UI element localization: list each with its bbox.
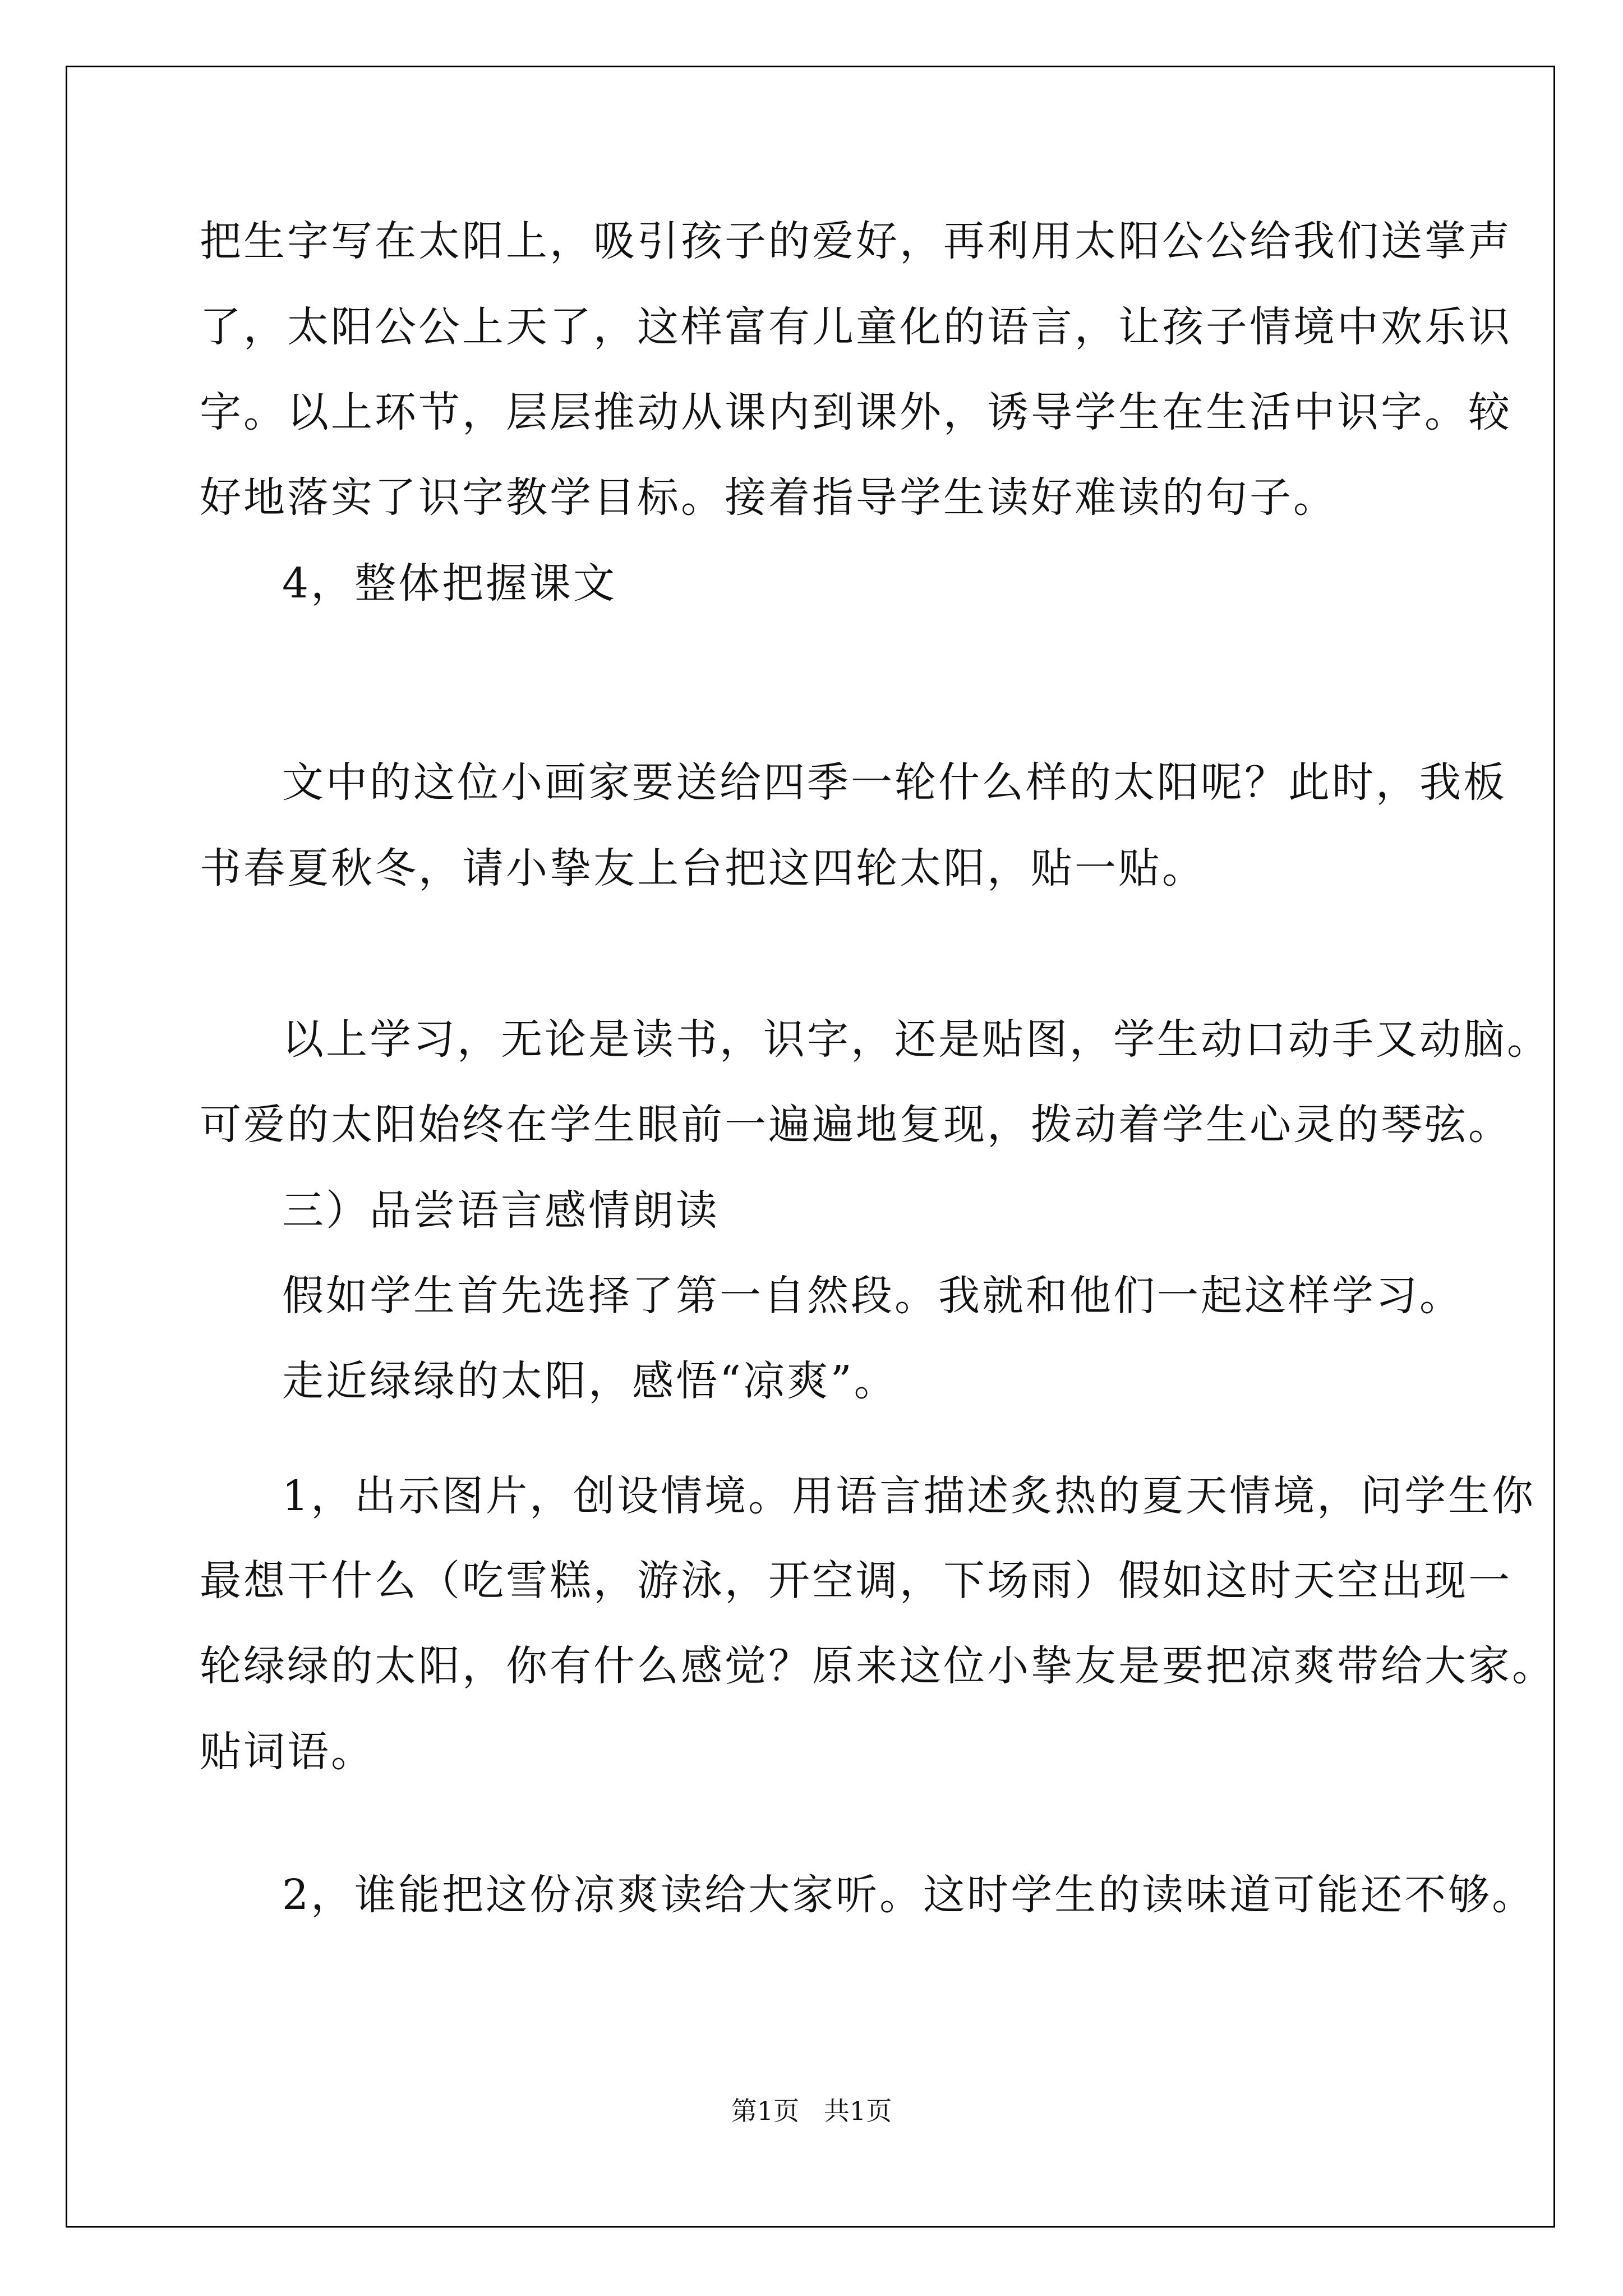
body-line: 最想干什么（吃雪糕，游泳，开空调，下场雨）假如这时天空出现一 bbox=[200, 1557, 1512, 1605]
body-line: 字。以上环节，层层推动从课内到课外，诱导学生在生活中识字。较 bbox=[200, 388, 1512, 436]
body-line: 书春夏秋冬，请小挚友上台把这四轮太阳，贴一贴。 bbox=[200, 844, 1206, 892]
body-line: 2，谁能把这份凉爽读给大家听。这时学生的读味道可能还不够。 bbox=[282, 1871, 1536, 1919]
body-line: 以上学习，无论是读书，识字，还是贴图，学生动口动手又动脑。 bbox=[282, 1015, 1551, 1064]
body-line: 把生字写在太阳上，吸引孩子的爱好，再利用太阳公公给我们送掌声 bbox=[200, 217, 1512, 265]
body-line: 贴词语。 bbox=[200, 1728, 375, 1776]
body-line: 可爱的太阳始终在学生眼前一遍遍地复现，拨动着学生心灵的琴弦。 bbox=[200, 1101, 1512, 1149]
body-line: 了，太阳公公上天了，这样富有儿童化的语言，让孩子情境中欢乐识 bbox=[200, 303, 1512, 351]
page-footer: 第1页 共1页 bbox=[731, 2096, 892, 2126]
section-heading: 4，整体把握课文 bbox=[282, 559, 617, 608]
section-heading: 三）品尝语言感情朗读 bbox=[282, 1186, 720, 1235]
body-line: 轮绿绿的太阳，你有什么感觉？原来这位小挚友是要把凉爽带给大家。 bbox=[200, 1642, 1556, 1690]
body-line: 假如学生首先选择了第一自然段。我就和他们一起这样学习。 bbox=[282, 1272, 1463, 1320]
body-line: 文中的这位小画家要送给四季一轮什么样的太阳呢？此时，我板 bbox=[282, 758, 1507, 807]
body-line: 好地落实了识字教学目标。接着指导学生读好难读的句子。 bbox=[200, 473, 1337, 522]
body-line: 走近绿绿的太阳，感悟“凉爽”。 bbox=[282, 1357, 898, 1405]
body-line: 1，出示图片，创设情境。用语言描述炙热的夏天情境，问学生你 bbox=[282, 1472, 1536, 1520]
